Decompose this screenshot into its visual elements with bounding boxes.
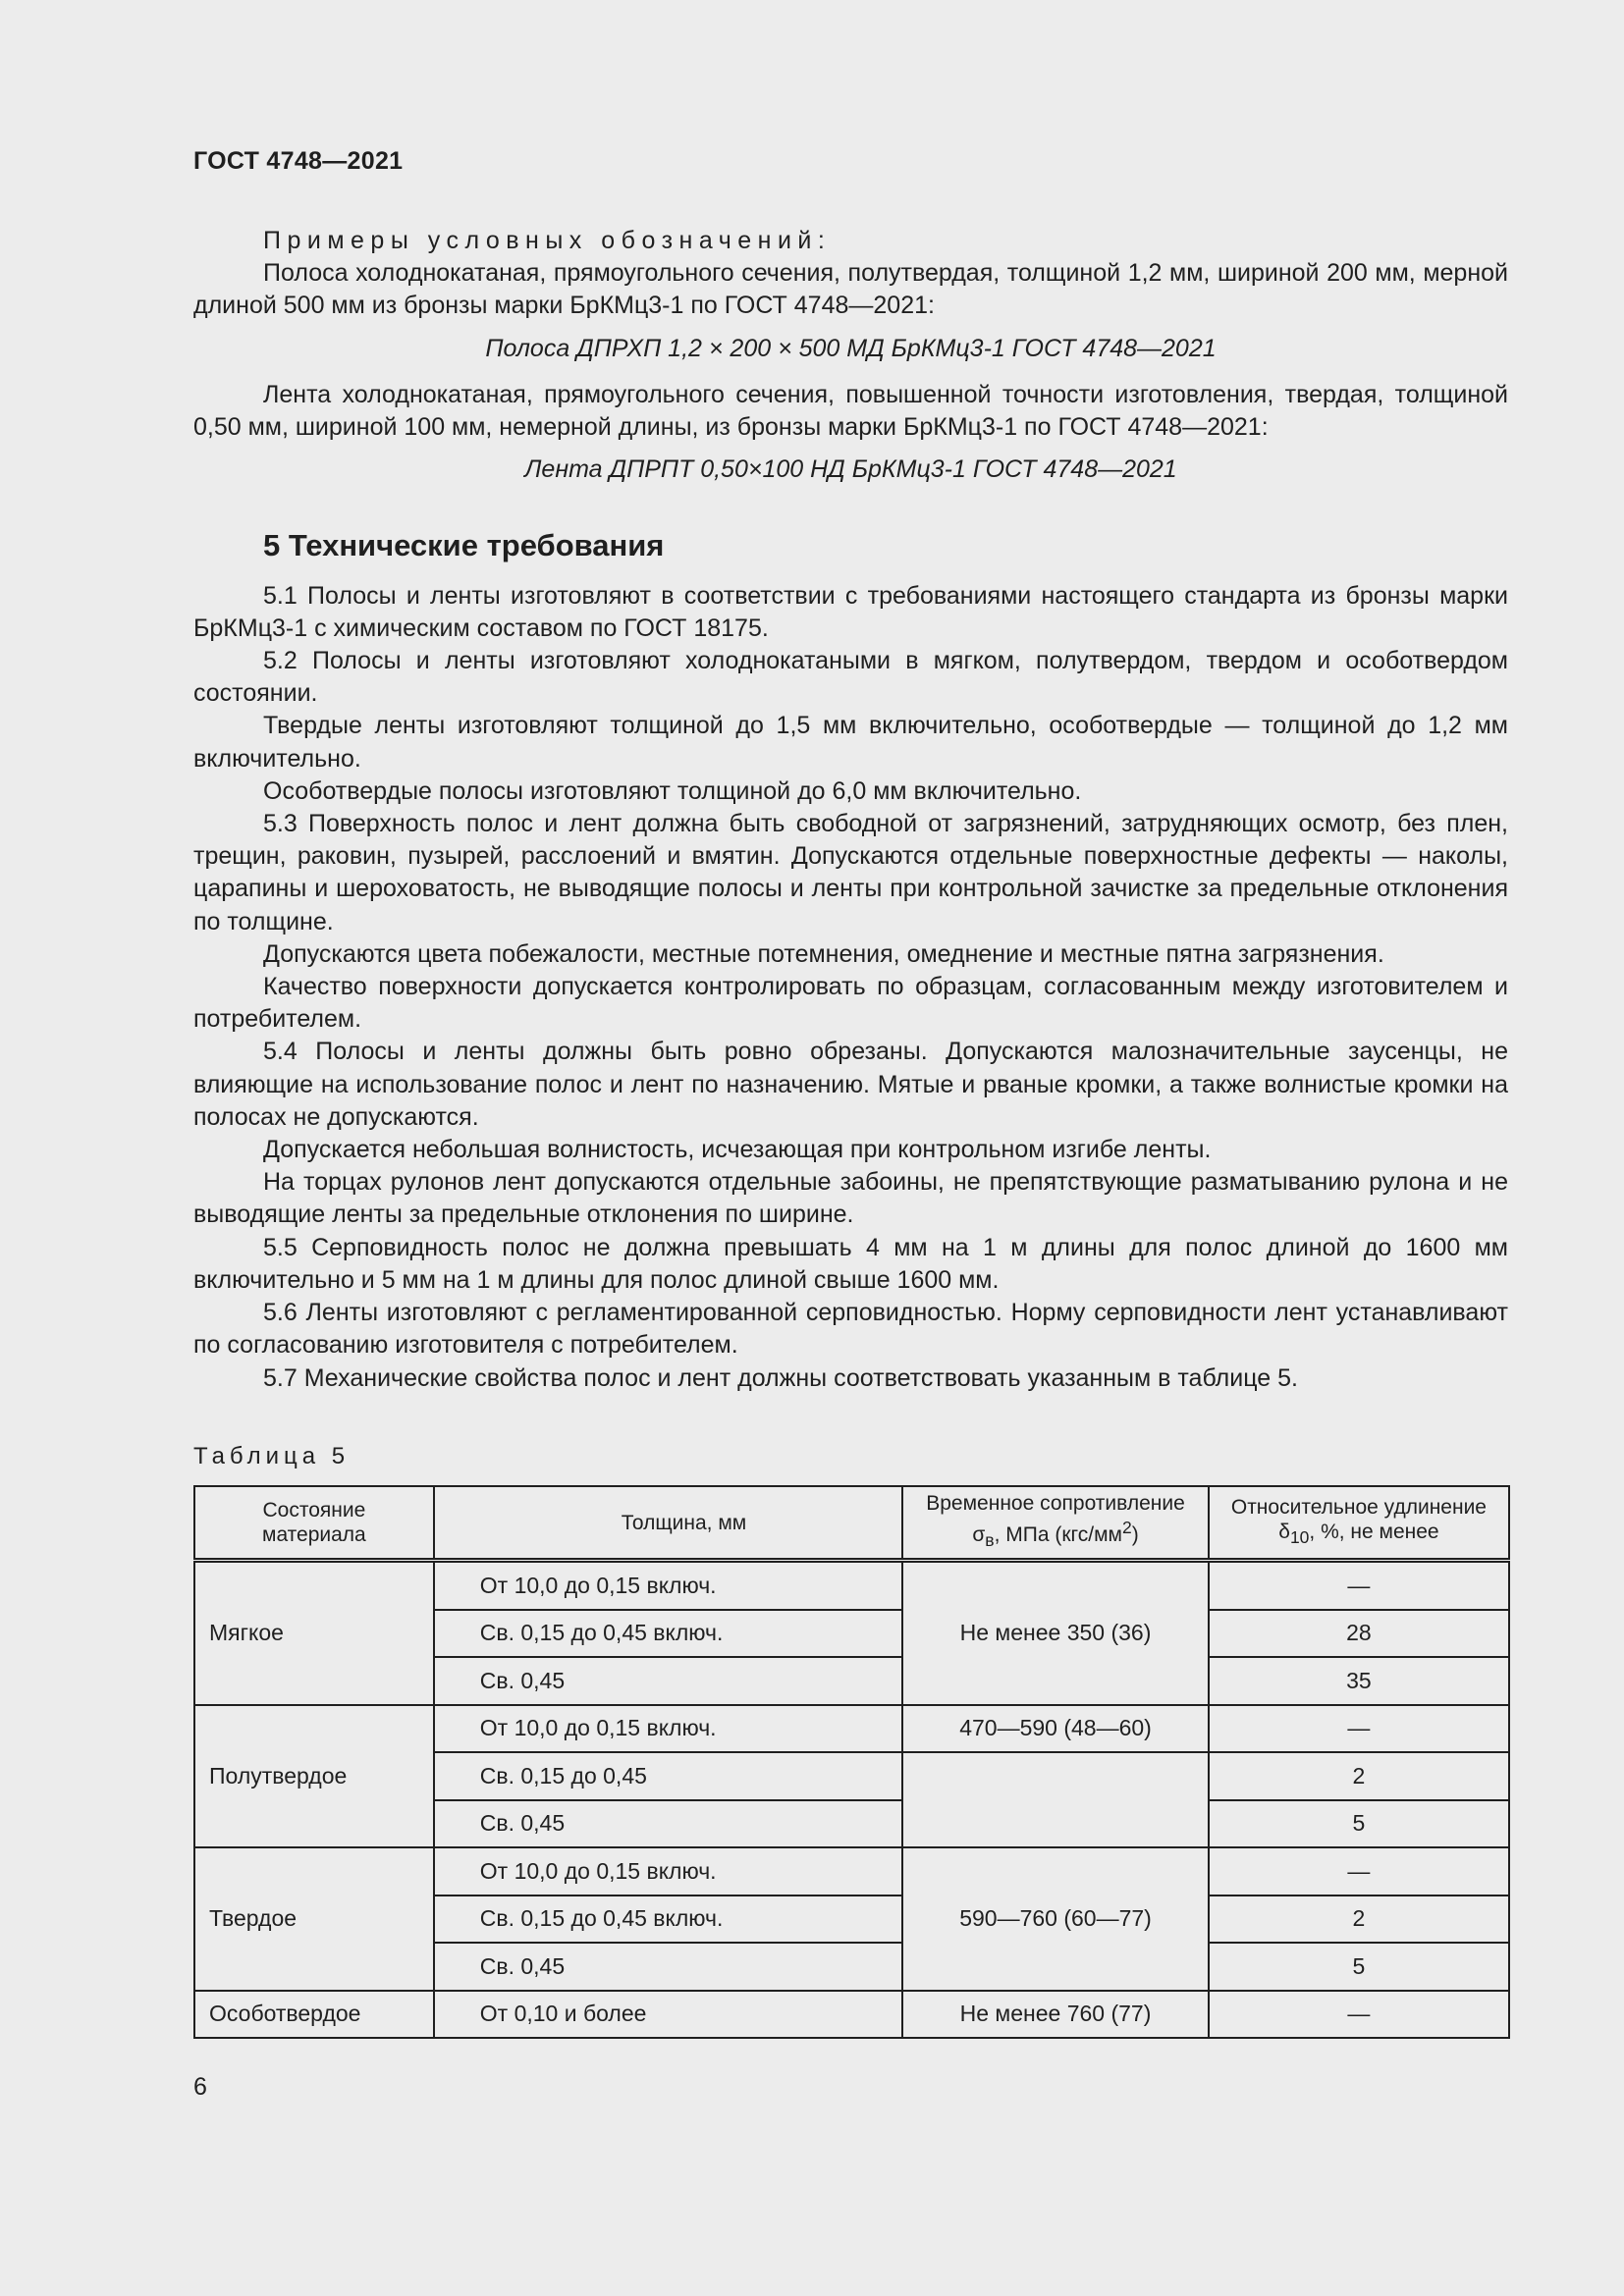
document-header: ГОСТ 4748—2021 bbox=[193, 147, 404, 175]
elongation-cell: 35 bbox=[1209, 1657, 1509, 1705]
elongation-cell: 2 bbox=[1209, 1896, 1509, 1944]
table-row bbox=[194, 1561, 1509, 1610]
example-1-designation: Полоса ДПРХП 1,2 × 200 × 500 МД БрКМц3-1 ГОСТ 4748—2021 bbox=[485, 334, 1217, 362]
thickness-cell: От 10,0 до 0,15 включ. bbox=[434, 1705, 902, 1753]
state-cell: Мягкое bbox=[194, 1561, 434, 1705]
thickness-cell: Св. 0,45 bbox=[434, 1657, 902, 1705]
example-2-text: Лента холоднокатаная, прямоугольного сечения, повышенной точности изготовления, твердая, толщиной 0,50 мм, шириной 100 мм, немерной длины, из бронзы марки БрКМц3-1 по ГОСТ 4748—2021: bbox=[193, 380, 1508, 442]
sigma-cell: Не менее 760 (77) bbox=[902, 1991, 1209, 2039]
thickness-cell: Св. 0,15 до 0,45 включ. bbox=[434, 1610, 902, 1658]
paragraph: 5.5 Серповидность полос не должна превышать 4 мм на 1 м длины для полос длиной до 1600 мм включительно и 5 мм на 1 м длины для полос длиной свыше 1600 мм. bbox=[193, 1233, 1508, 1294]
table-row bbox=[194, 1705, 1509, 1753]
examples-title: Примеры условных обозначений: bbox=[263, 227, 832, 254]
elongation-cell: 5 bbox=[1209, 1800, 1509, 1848]
sigma-cell: Не менее 350 (36) bbox=[902, 1561, 1209, 1705]
elongation-cell: — bbox=[1209, 1561, 1509, 1610]
header-elongation: Относительное удлинение $\delta_{10}$, %, не менее bbox=[1209, 1486, 1509, 1561]
paragraph: Допускаются цвета побежалости, местные потемнения, омеднение и местные пятна загрязнения. bbox=[263, 939, 1384, 968]
paragraph: 5.2 Полосы и ленты изготовляют холоднокатаными в мягком, полутвердом, твердом и особотвердом состоянии. bbox=[193, 647, 1508, 708]
sigma-cell: 470—590 (48—60) bbox=[902, 1705, 1209, 1753]
elongation-cell: — bbox=[1209, 1991, 1509, 2039]
table-row bbox=[194, 1991, 1509, 2039]
paragraph: Твердые ленты изготовляют толщиной до 1,5 мм включительно, особотвердые — толщиной до 1,2 мм включительно. bbox=[193, 712, 1508, 773]
paragraph: Допускается небольшая волнистость, исчезающая при контрольном изгибе ленты. bbox=[263, 1136, 1212, 1164]
state-cell: Особотвердое bbox=[194, 1991, 434, 2039]
mechanical-properties-table bbox=[193, 1485, 1510, 2039]
elongation-cell: 28 bbox=[1209, 1610, 1509, 1658]
state-cell: Твердое bbox=[194, 1847, 434, 1991]
thickness-cell: От 10,0 до 0,15 включ. bbox=[434, 1847, 902, 1896]
thickness-cell: От 10,0 до 0,15 включ. bbox=[434, 1561, 902, 1610]
elongation-cell: 2 bbox=[1209, 1752, 1509, 1800]
table-caption: Таблица 5 bbox=[193, 1443, 351, 1469]
paragraph: Качество поверхности допускается контролировать по образцам, согласованным между изготовителем и потребителем. bbox=[193, 973, 1508, 1034]
paragraph: На торцах рулонов лент допускаются отдельные забоины, не препятствующие разматыванию рулона и не выводящие ленты за предельные отклонения по ширине. bbox=[193, 1168, 1508, 1229]
sigma-cell: 590—760 (60—77) bbox=[902, 1847, 1209, 1991]
page-number: 6 bbox=[193, 2073, 207, 2101]
thickness-cell: От 0,10 и более bbox=[434, 1991, 902, 2039]
thickness-cell: Св. 0,15 до 0,45 включ. bbox=[434, 1896, 902, 1944]
example-2-designation: Лента ДПРПТ 0,50×100 НД БрКМц3-1 ГОСТ 4748—2021 bbox=[524, 455, 1177, 484]
paragraph: 5.7 Механические свойства полос и лент должны соответствовать указанным в таблице 5. bbox=[263, 1363, 1298, 1392]
thickness-cell: Св. 0,45 bbox=[434, 1943, 902, 1991]
section-title: 5 Технические требования bbox=[263, 528, 665, 563]
table-row bbox=[194, 1847, 1509, 1896]
header-state: Состояние материала bbox=[194, 1486, 434, 1561]
sigma-cell-empty bbox=[902, 1752, 1209, 1847]
paragraph: 5.3 Поверхность полос и лент должна быть свободной от загрязнений, затрудняющих осмотр, без плен, трещин, раковин, пузырей, расслоений и вмятин. Допускаются отдельные поверхностные дефекты — наколы, царапины и шероховатость, не выводящие полосы и ленты при контрольной зачистке за предельные отклонения по толщине. bbox=[193, 810, 1508, 935]
header-sigma: Временное сопротивление $\sigma_в$, МПа $(кгс/мм^2)$ bbox=[902, 1486, 1209, 1561]
body-text bbox=[193, 225, 1508, 1395]
table-header-row bbox=[194, 1486, 1509, 1561]
header-thickness: Толщина, мм bbox=[434, 1486, 902, 1561]
example-1-text: Полоса холоднокатаная, прямоугольного сечения, полутвердая, толщиной 1,2 мм, шириной 200 мм, мерной длиной 500 мм из бронзы марки БрКМц3-1 по ГОСТ 4748—2021: bbox=[193, 259, 1508, 320]
thickness-cell: Св. 0,45 bbox=[434, 1800, 902, 1848]
paragraph: 5.6 Ленты изготовляют с регламентированной серповидностью. Норму серповидности лент устанавливают по согласованию изготовителя с потребителем. bbox=[193, 1299, 1508, 1360]
paragraph: Особотвердые полосы изготовляют толщиной до 6,0 мм включительно. bbox=[263, 776, 1082, 805]
elongation-cell: — bbox=[1209, 1847, 1509, 1896]
elongation-cell: 5 bbox=[1209, 1943, 1509, 1991]
state-cell: Полутвердое bbox=[194, 1705, 434, 1848]
thickness-cell: Св. 0,15 до 0,45 bbox=[434, 1752, 902, 1800]
paragraph: 5.4 Полосы и ленты должны быть ровно обрезаны. Допускаются малозначительные заусенцы, не влияющие на использование полос и лент по назначению. Мятые и рваные кромки, а также волнистые кромки на полосах не допускаются. bbox=[193, 1038, 1508, 1131]
elongation-cell: — bbox=[1209, 1705, 1509, 1753]
paragraph: 5.1 Полосы и ленты изготовляют в соответствии с требованиями настоящего стандарта из бронзы марки БрКМц3-1 с химическим составом по ГОСТ 18175. bbox=[193, 581, 1508, 642]
